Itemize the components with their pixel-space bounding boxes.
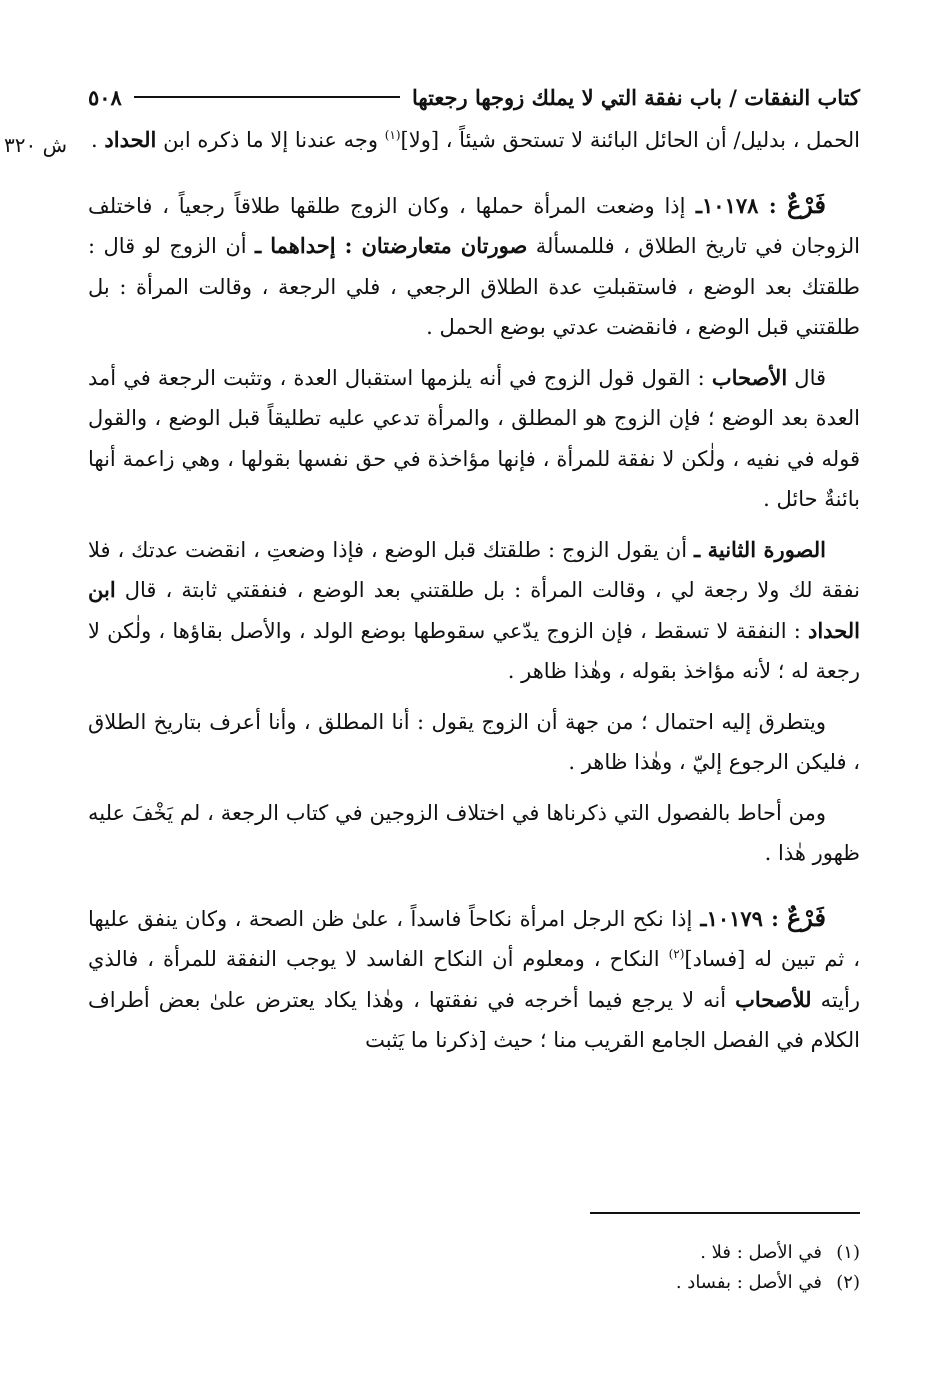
paragraph-6: ومن أحاط بالفصول التي ذكرناها في اختلاف الزوجين في كتاب الرجعة ، لم يَخْفَ عليه ظهور هٰذا . [88,800,860,865]
paragraph-1: الحمل ، بدليل/ أن الحائل البائنة لا تستحق شيئاً ، [ولا]$^{(١)}$ وجه عندنا إلا ما ذكره ابن الحداد . [91,127,860,152]
page [88,78,860,1071]
footnote-ref-1: (١) [384,128,401,142]
far-heading: فَرْعٌ [786,902,827,932]
footnote-text: في الأصل : بفساد . [675,1272,822,1293]
margin-note: ش ٣٢٠ [4,133,68,157]
paragraph-2: فَرْعٌ : ١٠١٧٨ـ إذا وضعت المرأة حملها ، وكان الزوج طلقها طلاقاً رجعياً ، فاختلف الزوجان في تاريخ الطلاق ، فللمسألة صورتان متعارضتان : إحداهما ـ أن الزوج لو قال : طلقتك بعد الوضع ، فاستقبلتِ عدة الطلاق الرجعي ، فلي الرجعة ، وقالت المرأة : بل طلقتني قبل الوضع ، فانقضت عدتي بوضع الحمل . [88,189,861,339]
footnote [260,1268,860,1298]
footnotes [260,1238,860,1298]
footnote-text: في الأصل : فلا . [700,1242,822,1263]
footnote-number: (٢) [836,1272,860,1293]
footnote-number: (١) [836,1242,860,1263]
footnote-ref-2: (٢) [668,947,685,961]
paragraph-4: الصورة الثانية ـ أن يقول الزوج : طلقتك قبل الوضع ، فإذا وضعتِ ، انقضت عدتك ، فلا نفقة لك ولا رجعة لي ، وقالت المرأة : بل طلقتني بعد الوضع ، فنفقتي ثابتة ، قال ابن الحداد : النفقة لا تسقط ، فإن الزوج يدّعي سقوطها بوضع الولد ، والأصل بقاؤها ، ولٰكن لا رجعة له ؛ لأنه مؤاخذ بقوله ، وهٰذا ظاهر . [88,536,860,683]
header-title: كتاب النفقات / باب نفقة التي لا يملك زوجها رجعتها [411,84,860,110]
main-text [88,120,860,1061]
running-header [88,78,860,116]
footnote [260,1238,860,1268]
far-heading: فَرْعٌ [786,189,827,219]
paragraph-5: ويتطرق إليه احتمال ؛ من جهة أن الزوج يقول : أنا المطلق ، وأنا أعرف بتاريخ الطلاق ، فليكن الرجوع إليّ ، وهٰذا ظاهر . [88,709,860,774]
issue-number: : ١٠١٧٩ـ [692,905,787,931]
issue-number: : ١٠١٧٨ـ [685,192,787,218]
paragraph-7: فَرْعٌ : ١٠١٧٩ـ إذا نكح الرجل امرأة نكاحاً فاسداً ، علىٰ ظن الصحة ، وكان ينفق عليها ، ثم تبين له [فساد]$^{(٢)}$ النكاح ، ومعلوم أن النكاح الفاسد لا يوجب النفقة للمرأة ، فالذي رأيته للأصحاب أنه لا يرجع فيما أخرجه في نفقتها ، وهٰذا يكاد يعترض علىٰ بعض أطراف الكلام في الفصل الجامع القريب منا ؛ حيث [ذكرنا ما يَثبت [88,902,860,1052]
page-number: ٥٠٨ [88,84,122,110]
footnote-rule [590,1212,860,1214]
paragraph-3: قال الأصحاب : القول قول الزوج في أنه يلزمها استقبال العدة ، وتثبت الرجعة في أمد العدة بعد الوضع ؛ فإن الزوج هو المطلق ، والمرأة تدعي عليه تطليقاً قبل الوضع ، والقول قوله في نفيه ، ولٰكن لا نفقة للمرأة ، فإنها مؤاخذة في حق نفسها بقولها ، وهي زاعمة أنها بائنةٌ حائل . [88,364,860,511]
header-rule [134,96,400,98]
